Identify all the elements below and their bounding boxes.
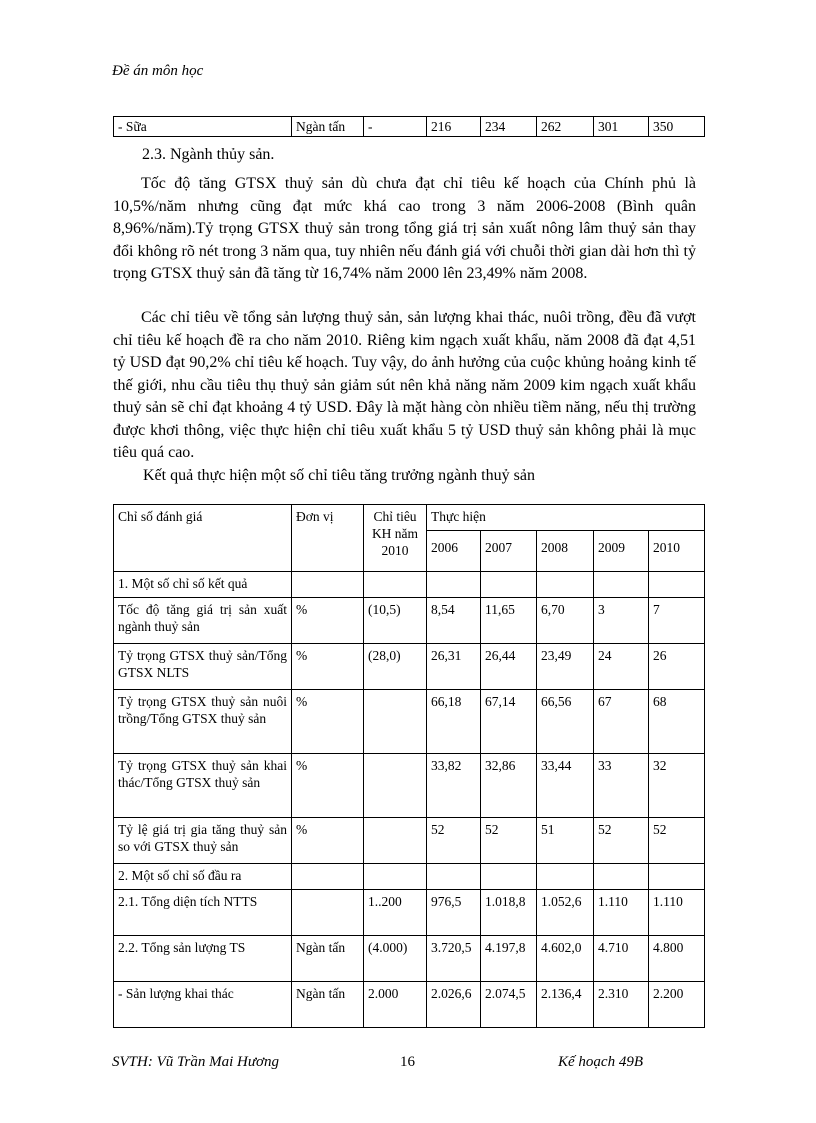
row-value: 11,65 bbox=[481, 598, 537, 644]
row-unit: Ngàn tấn bbox=[292, 936, 364, 982]
row-value: 3 bbox=[594, 598, 649, 644]
row-value: 26,44 bbox=[481, 644, 537, 690]
row-value: 4.800 bbox=[649, 936, 705, 982]
row-target: 1..200 bbox=[364, 890, 427, 936]
table-cell: 234 bbox=[481, 117, 537, 137]
row-indicator: Tỷ trọng GTSX thuỷ sản khai thác/Tổng GTSX thuỷ sản bbox=[114, 754, 292, 818]
table-cell: 262 bbox=[537, 117, 594, 137]
row-value: 7 bbox=[649, 598, 705, 644]
row-value: 26 bbox=[649, 644, 705, 690]
header-indicator: Chỉ số đánh giá bbox=[114, 505, 292, 572]
row-indicator: - Sản lượng khai thác bbox=[114, 982, 292, 1028]
row-value: 2.026,6 bbox=[427, 982, 481, 1028]
table-cell: 350 bbox=[649, 117, 705, 137]
results-table bbox=[113, 504, 705, 1028]
row-unit: % bbox=[292, 818, 364, 864]
row-unit bbox=[292, 890, 364, 936]
row-value: 33,82 bbox=[427, 754, 481, 818]
row-indicator: Tốc độ tăng giá trị sản xuất ngành thuỷ sản bbox=[114, 598, 292, 644]
section-heading: 2.3. Ngành thủy sản. bbox=[142, 146, 275, 163]
row-indicator: Tỷ trọng GTSX thuỷ sản/Tổng GTSX NLTS bbox=[114, 644, 292, 690]
table-cell: Ngàn tấn bbox=[292, 117, 364, 137]
row-value: 68 bbox=[649, 690, 705, 754]
row-value: 1.110 bbox=[649, 890, 705, 936]
table-row bbox=[114, 890, 705, 936]
table-row bbox=[114, 936, 705, 982]
table-row bbox=[114, 598, 705, 644]
row-value: 4.602,0 bbox=[537, 936, 594, 982]
footer-class: Kế hoạch 49B bbox=[558, 1054, 643, 1070]
continued-table-row bbox=[113, 116, 705, 137]
row-target bbox=[364, 754, 427, 818]
row-value: 1.052,6 bbox=[537, 890, 594, 936]
table-row bbox=[114, 754, 705, 818]
row-value: 33 bbox=[594, 754, 649, 818]
table-cell: - bbox=[364, 117, 427, 137]
row-target bbox=[364, 690, 427, 754]
paragraph-1: Tốc độ tăng GTSX thuỷ sản dù chưa đạt chỉ tiêu kế hoạch của Chính phủ là 10,5%/năm nhưng cũng đạt mức khá cao trong 3 năm 2006-2008 (Bình quân 8,96%/năm).Tỷ trọng GTSX thuỷ sản trong tổng giá trị sản xuất nông lâm thuỷ sản thay đổi không rõ nét trong 3 năm qua, tuy nhiên nếu đánh giá với chuỗi thời gian dài hơn thì tỷ trọng GTSX thuỷ sản đã tăng từ 16,74% năm 2000 lên 23,49% năm 2008. bbox=[113, 175, 696, 282]
section-label: 1. Một số chỉ số kết quả bbox=[114, 572, 292, 598]
row-indicator: 2.1. Tổng diện tích NTTS bbox=[114, 890, 292, 936]
row-indicator: Tỷ trọng GTSX thuỷ sản nuôi trồng/Tổng GTSX thuỷ sản bbox=[114, 690, 292, 754]
row-value: 52 bbox=[427, 818, 481, 864]
row-unit: % bbox=[292, 644, 364, 690]
row-value: 33,44 bbox=[537, 754, 594, 818]
header-unit: Đơn vị bbox=[292, 505, 364, 572]
table-row bbox=[114, 982, 705, 1028]
row-value: 4.710 bbox=[594, 936, 649, 982]
table-row bbox=[114, 818, 705, 864]
row-value: 66,18 bbox=[427, 690, 481, 754]
row-value: 67 bbox=[594, 690, 649, 754]
row-value: 66,56 bbox=[537, 690, 594, 754]
paragraph-2: Các chỉ tiêu về tổng sản lượng thuỷ sản, sản lượng khai thác, nuôi trồng, đều đã vượt chỉ tiêu kế hoạch đề ra cho năm 2010. Riêng kim ngạch xuất khẩu, năm 2008 đã đạt 4,51 tỷ USD đạt 90,2% chỉ tiêu kế hoạch. Tuy vậy, do ảnh hưởng của cuộc khủng hoảng kinh tế thế giới, nhu cầu tiêu thụ thuỷ sản giảm sút nên khả năng năm 2009 kim ngạch xuất khẩu thuỷ sản sẽ chỉ đạt khoảng 4 tỷ USD. Đây là mặt hàng còn nhiều tiềm năng, nếu thị trường được khơi thông, việc thực hiện chỉ tiêu xuất khẩu 5 tỷ USD thuỷ sản không phải là mục tiêu quá cao. bbox=[113, 309, 696, 461]
section-row bbox=[114, 572, 705, 598]
header-year: 2010 bbox=[649, 531, 705, 572]
row-value: 8,54 bbox=[427, 598, 481, 644]
row-target bbox=[364, 818, 427, 864]
section-label: 2. Một số chỉ số đầu ra bbox=[114, 864, 292, 890]
row-target: (4.000) bbox=[364, 936, 427, 982]
header-year: 2009 bbox=[594, 531, 649, 572]
header-year: 2007 bbox=[481, 531, 537, 572]
row-value: 3.720,5 bbox=[427, 936, 481, 982]
table-header-row bbox=[114, 505, 705, 531]
table-caption: Kết quả thực hiện một số chỉ tiêu tăng trưởng ngành thuỷ sản bbox=[143, 467, 535, 484]
row-unit: % bbox=[292, 598, 364, 644]
row-value: 6,70 bbox=[537, 598, 594, 644]
table-cell: 301 bbox=[594, 117, 649, 137]
row-indicator: Tỷ lệ giá trị gia tăng thuỷ sản so với GTSX thuỷ sản bbox=[114, 818, 292, 864]
header-year: 2008 bbox=[537, 531, 594, 572]
row-value: 26,31 bbox=[427, 644, 481, 690]
row-value: 51 bbox=[537, 818, 594, 864]
row-value: 1.110 bbox=[594, 890, 649, 936]
row-target: (28,0) bbox=[364, 644, 427, 690]
header-year: 2006 bbox=[427, 531, 481, 572]
row-value: 32 bbox=[649, 754, 705, 818]
row-unit: % bbox=[292, 754, 364, 818]
section-row bbox=[114, 864, 705, 890]
row-value: 2.074,5 bbox=[481, 982, 537, 1028]
header-actual: Thực hiện bbox=[427, 505, 705, 531]
row-value: 23,49 bbox=[537, 644, 594, 690]
row-value: 52 bbox=[481, 818, 537, 864]
row-target: 2.000 bbox=[364, 982, 427, 1028]
table-row bbox=[114, 644, 705, 690]
row-value: 2.200 bbox=[649, 982, 705, 1028]
row-value: 24 bbox=[594, 644, 649, 690]
row-value: 67,14 bbox=[481, 690, 537, 754]
table-cell: 216 bbox=[427, 117, 481, 137]
table-cell: - Sữa bbox=[114, 117, 292, 137]
table-row bbox=[114, 117, 705, 137]
footer-page-number: 16 bbox=[400, 1054, 415, 1070]
row-unit: % bbox=[292, 690, 364, 754]
page-header-title: Đề án môn học bbox=[112, 63, 204, 79]
row-target: (10,5) bbox=[364, 598, 427, 644]
row-value: 1.018,8 bbox=[481, 890, 537, 936]
row-value: 4.197,8 bbox=[481, 936, 537, 982]
table-row bbox=[114, 690, 705, 754]
row-value: 2.310 bbox=[594, 982, 649, 1028]
row-value: 32,86 bbox=[481, 754, 537, 818]
row-value: 52 bbox=[649, 818, 705, 864]
footer-author: SVTH: Vũ Trần Mai Hương bbox=[112, 1054, 280, 1070]
row-value: 976,5 bbox=[427, 890, 481, 936]
row-unit: Ngàn tấn bbox=[292, 982, 364, 1028]
row-value: 52 bbox=[594, 818, 649, 864]
header-target: Chỉ tiêu KH năm 2010 bbox=[364, 505, 427, 572]
row-value: 2.136,4 bbox=[537, 982, 594, 1028]
row-indicator: 2.2. Tổng sản lượng TS bbox=[114, 936, 292, 982]
